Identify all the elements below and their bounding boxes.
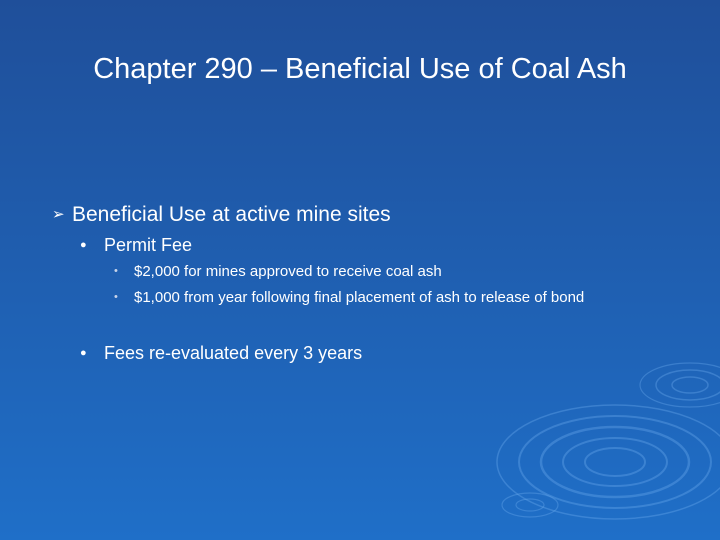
slide-title: Chapter 290 – Beneficial Use of Coal Ash — [93, 53, 627, 85]
bullet-text: Beneficial Use at active mine sites — [72, 203, 391, 226]
small-dot-bullet-icon: • — [114, 291, 118, 303]
sub-sub-bullet-text: $1,000 from year following final placement of ash to release of bond — [134, 289, 585, 306]
sub-sub-bullet-1000-fee — [114, 288, 584, 307]
sub-bullet-text: Permit Fee — [104, 235, 193, 255]
arrow-bullet-icon: ➢ — [52, 206, 65, 223]
bullet-beneficial-use — [52, 202, 391, 228]
sub-sub-bullet-text: $2,000 for mines approved to receive coal ash — [134, 263, 442, 280]
sub-bullet-text: Fees re-evaluated every 3 years — [104, 343, 363, 363]
dot-bullet-icon: ● — [80, 239, 87, 251]
sub-bullet-fees-reevaluated — [80, 342, 362, 364]
dot-bullet-icon: ● — [80, 347, 87, 359]
sub-sub-bullet-2000-fee — [114, 262, 442, 281]
small-dot-bullet-icon: • — [114, 265, 118, 277]
sub-bullet-permit-fee — [80, 234, 192, 256]
